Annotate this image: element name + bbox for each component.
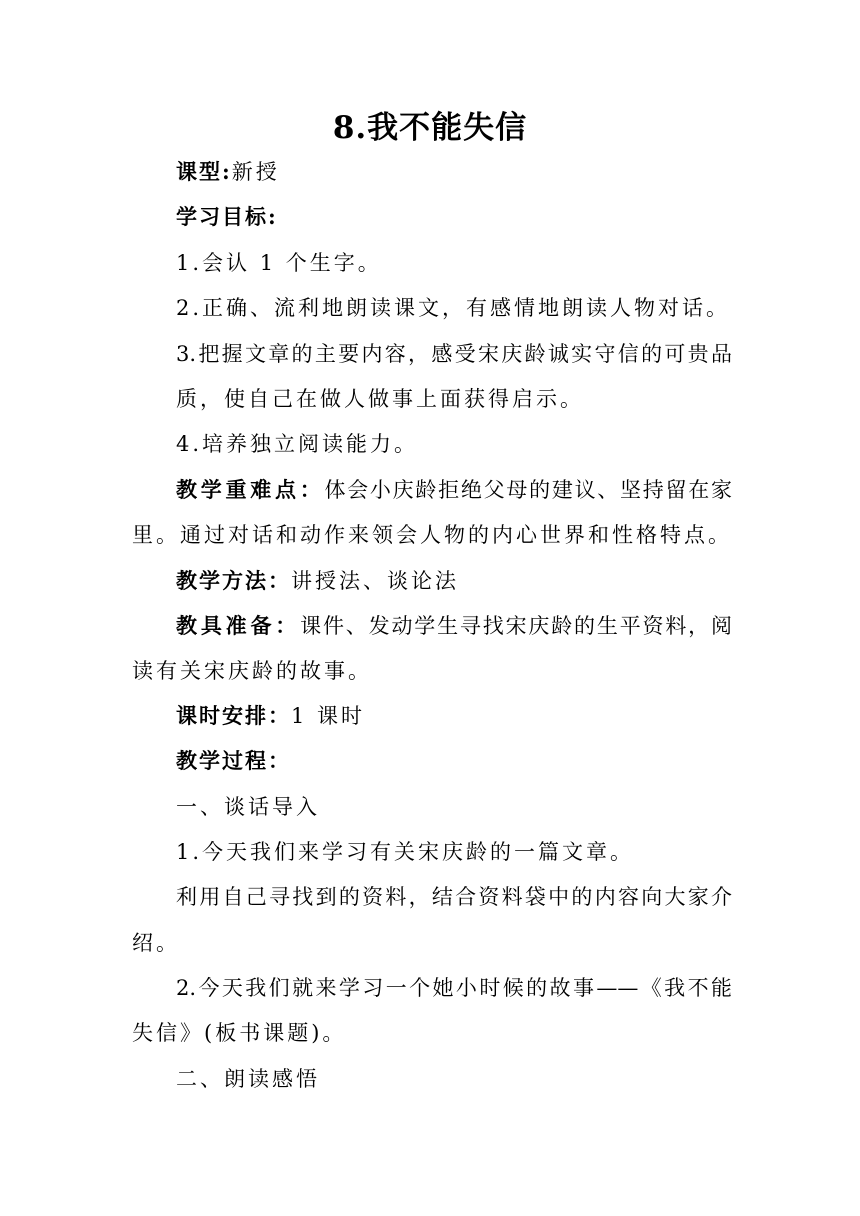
step-2-line-1: 2.今天我们就来学习一个她小时候的故事——《我不能 <box>176 976 732 1000</box>
page-title: 8.我不能失信 <box>332 110 528 146</box>
methods-label: 教学方法： <box>176 568 291 593</box>
schedule-line <box>176 701 732 731</box>
objective-3-line-1: 3.把握文章的主要内容，感受宋庆龄诚实守信的可贵品 <box>176 342 732 366</box>
objectives-heading <box>176 202 732 232</box>
methods-line <box>176 566 732 596</box>
step-2-line-2: 失信》(板书课题)。 <box>132 1021 347 1045</box>
tools-label: 教具准备： <box>176 613 301 638</box>
objectives-label: 学习目标: <box>176 204 278 229</box>
section-1-heading: 一、谈话导入 <box>176 795 320 819</box>
objective-4: 4.培养独立阅读能力。 <box>176 432 419 456</box>
lesson-type-line <box>176 157 732 187</box>
key-points-line-2: 里。通过对话和动作来领会人物的内心世界和性格特点。 <box>132 523 732 547</box>
objective-2: 2.正确、流利地朗读课文，有感情地朗读人物对话。 <box>176 296 731 320</box>
step-1b-line-2: 绍。 <box>132 931 180 955</box>
step-1: 1.今天我们来学习有关宋庆龄的一篇文章。 <box>176 840 635 864</box>
schedule-label: 课时安排： <box>176 703 291 728</box>
lesson-type-value: 新授 <box>231 160 280 184</box>
step-1b-line-1: 利用自己寻找到的资料，结合资料袋中的内容向大家介 <box>176 885 732 909</box>
key-points-text: 体会小庆龄拒绝父母的建议、坚持留在家 <box>324 478 733 502</box>
key-points-line-1 <box>176 475 732 505</box>
section-2-heading: 二、朗读感悟 <box>176 1067 320 1091</box>
objective-3-line-2: 质，使自己在做人做事上面获得启示。 <box>176 387 584 411</box>
process-heading <box>176 746 732 776</box>
tools-line-1 <box>176 611 732 641</box>
objective-1: 1.会认 1 个生字。 <box>176 251 382 275</box>
process-label: 教学过程： <box>176 748 291 773</box>
schedule-value: 1 课时 <box>291 704 366 728</box>
key-points-label: 教学重难点： <box>176 477 325 502</box>
tools-text: 课件、发动学生寻找宋庆龄的生平资料，阅 <box>300 614 733 638</box>
tools-line-2: 读有关宋庆龄的故事。 <box>132 659 372 683</box>
lesson-type-label: 课型: <box>176 159 232 184</box>
methods-value: 讲授法、谈论法 <box>291 569 459 593</box>
